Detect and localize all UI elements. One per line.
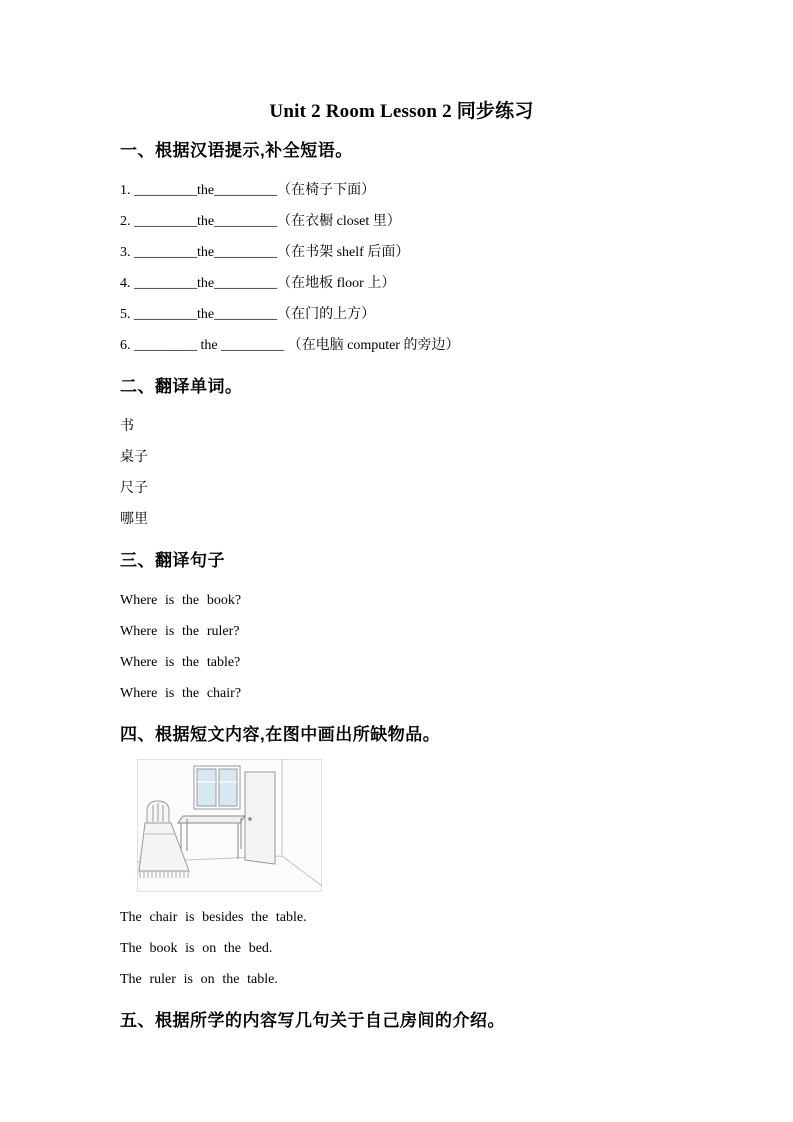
- room-illustration-svg: [137, 759, 322, 892]
- sentence-item: Where is the book?: [120, 593, 242, 608]
- passage-sentence: The ruler is on the table.: [120, 972, 278, 987]
- word-item: 桌子: [120, 450, 148, 465]
- passage-sentence: The book is on the bed.: [120, 941, 273, 956]
- sentence-item: Where is the chair?: [120, 686, 242, 701]
- section5-heading: 五、根据所学的内容写几句关于自己房间的介绍。: [120, 1011, 505, 1030]
- page-title: Unit 2 Room Lesson 2 同步练习: [269, 101, 534, 122]
- room-illustration: [137, 759, 322, 892]
- fill-blank-item: 3. _________the_________（在书架 shelf 后面）: [120, 245, 410, 260]
- word-item: 哪里: [120, 512, 148, 527]
- section4-heading: 四、根据短文内容,在图中画出所缺物品。: [120, 725, 441, 744]
- fill-blank-item: 2. _________the_________（在衣橱 closet 里）: [120, 214, 401, 229]
- section1-heading: 一、根据汉语提示,补全短语。: [120, 141, 353, 160]
- passage-sentence: The chair is besides the table.: [120, 910, 307, 925]
- fill-blank-item: 1. _________the_________（在椅子下面）: [120, 183, 376, 198]
- fill-blank-item: 6. _________ the _________ （在电脑 computer 的旁边）: [120, 338, 460, 353]
- section-draw-missing-items: [120, 723, 683, 995]
- window-drawing: [194, 766, 240, 809]
- section-fill-blanks: [120, 139, 683, 361]
- sentence-item: Where is the ruler?: [120, 624, 240, 639]
- section2-heading: 二、翻译单词。: [120, 377, 243, 396]
- door-drawing: [245, 772, 275, 864]
- fill-blank-item: 5. _________the_________（在门的上方）: [120, 307, 376, 322]
- section-translate-words: [120, 375, 683, 535]
- fill-blank-item: 4. _________the_________（在地板 floor 上）: [120, 276, 396, 291]
- sentence-item: Where is the table?: [120, 655, 241, 670]
- section3-heading: 三、翻译句子: [120, 551, 225, 570]
- section-write-about-room: [120, 1009, 683, 1033]
- section-translate-sentences: [120, 549, 683, 709]
- word-item: 尺子: [120, 481, 148, 496]
- word-item: 书: [120, 419, 134, 434]
